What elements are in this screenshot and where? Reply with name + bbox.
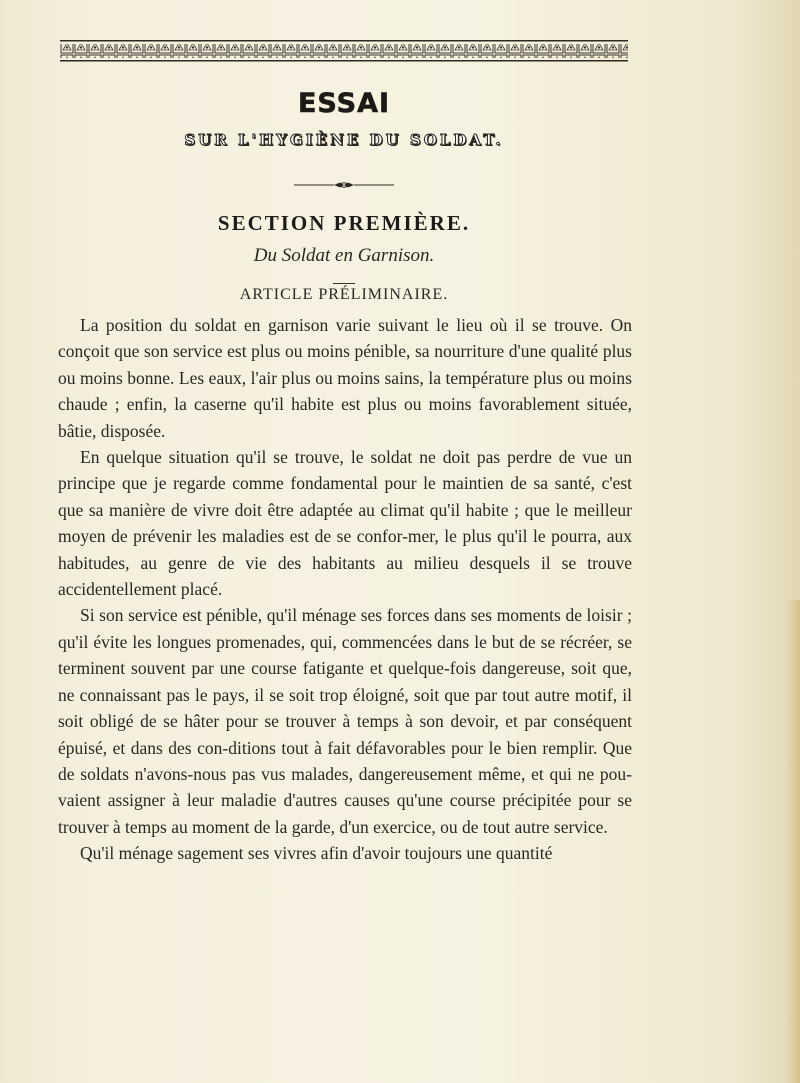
paragraph: En quelque situation qu'il se trouve, le soldat ne doit pas perdre de vue un principe que je regarde comme fondamental pour le maintien de sa santé, c'est que sa manière de vivre doit être adaptée au climat qu'il habite ; que le meilleur moyen de prévenir les maladies est de se confor-mer, le plus qu'il le pourra, aux habitudes, au genre de vie des habitants au milieu desquels il se trouve accidentellement placé. (58, 447, 632, 600)
paragraph: Si son service est pénible, qu'il ménage ses forces dans ses moments de loisir ; qu'il évite les longues promenades, qui, commencées dans le but de se récréer, se terminent souvent par une course fatigante et quelque-fois dangereuse, soit que, ne connaissant pas le pays, il se soit trop éloigné, soit que par tout autre motif, il soit obligé de se hâter pour se trouver à temps à son devoir, et par conséquent épuisé, et dans des con-ditions tout à fait défavorables pour le bien remplir. Que de soldats n'avons-nous pas vus malades, dangereusement même, et qui ne pou-vaient assigner à leur maladie d'autres causes qu'une course précipitée pour se trouver à temps au moment de la garde, d'un exercice, ou de tout autre service. (58, 605, 632, 837)
page-edge-stain (786, 600, 800, 1083)
book-title: ESSAI (297, 88, 391, 119)
section-subheading: Du Soldat en Garnison. (253, 245, 435, 266)
paragraph: La position du soldat en garnison varie suivant le lieu où il se trouve. On conçoit que son service est plus ou moins pénible, sa nourriture d'une qualité plus ou moins bonne. Les eaux, l'air plus ou moins sains, la température plus ou moins chaude ; enfin, la caserne qu'il habite est plus ou moins favorablement située, bâtie, disposée. (58, 315, 632, 441)
decorative-header-band (60, 40, 628, 62)
header-band-pattern (60, 40, 628, 62)
article-heading: ARTICLE PRÉLIMINAIRE. (239, 286, 449, 303)
section-heading: SECTION PREMIÈRE. (217, 211, 471, 235)
book-subtitle: SUR L'HYGIÈNE DU SOLDAT. (184, 131, 504, 149)
ornament-divider (294, 181, 394, 189)
short-rule-divider (333, 283, 355, 284)
body-text (58, 312, 632, 867)
paragraph: Qu'il ménage sagement ses vivres afin d'avoir toujours une quantité (80, 843, 553, 864)
